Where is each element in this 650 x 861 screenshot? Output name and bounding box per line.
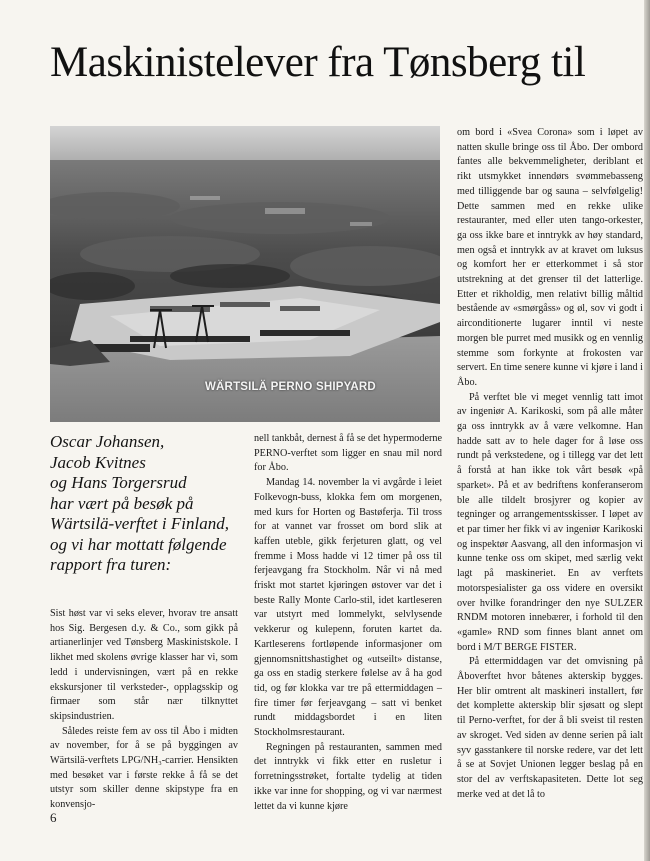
paragraph: Således reiste fem av oss til Åbo i midten av november, for å se på byggingen av Wärtsilä-verftets LPG/NH₃-carrier. Hensikten med besøket var i første rekke å få se det utstyr som skiller denne skipstype fra en konvensjo- <box>50 725 238 811</box>
article-intro <box>50 432 246 576</box>
paragraph: Mandag 14. november la vi avgårde i leiet Folkevogn-buss, klokka fem om morgenen, med kurs for Horten og Bastøferja. Til tross for at vannet var frosset om bord slik at kaffen uteble, gikk ferjeturen glatt, og vel fremme i Moss hadde vi 12 timer på oss til ferjeavgang fra Stockholm. Når vi nå med friskt mot startet kjøringen østover var det i beste Rally Monte Carlo-stil, idet kartleseren var utstyrt med lommelykt, selvlysende vekkerur og kulepenn, foruten kartet da. Kartleserens fortløpende informasjoner om gjennomsnittshastighet og «utseilt» distanse, ga oss en stadig sterkere følelse av å ha god tid, og før klokka var tre på ettermiddagen – fire timer før ferjeavgang – satt vi benket rundt middagsbordet i en liten Stockholmsrestaurant. <box>254 477 442 739</box>
shipyard-aerial-image <box>50 126 440 422</box>
intro-line: og Hans Torgersrud <box>50 473 187 492</box>
article-title: Maskinistelever fra Tønsberg til <box>50 39 586 86</box>
page-edge <box>644 0 650 861</box>
text-column-3 <box>457 126 643 802</box>
intro-line: Oscar Johansen, <box>50 432 165 451</box>
paragraph: Regningen på restauranten, sammen med det inntrykk vi fikk etter en rusletur i forretningsstrøket, fortalte tydelig at tiden ikke var inne for shopping, og vi var nærmest lettet da vi kunne kjøre <box>254 741 442 812</box>
text-column-2 <box>254 432 442 814</box>
photo-caption: WÄRTSILÄ PERNO SHIPYARD <box>205 381 376 393</box>
paragraph: På ettermiddagen var det omvisning på Åboverftet hvor båtenes akterskip bygges. Her blir omtrent alt maskineri installert, før det komplette akterskip blir sjøsatt og slept til Perno-verftet, for der å bli sveist til resten av skroget. Ved siden av denne serien på ialt syv gasstankere til norske redere, var det lett å se at Sovjet Unionen legger beslag på en stor del av verftskapasiteten. Dette lot seg merke ved at det lå to <box>457 656 643 800</box>
text-column-1 <box>50 607 238 813</box>
paragraph: Sist høst var vi seks elever, hvorav tre ansatt hos Sig. Bergesen d.y. & Co., som gikk på artianerlinjer ved Tønsberg Maskinistskole. I likhet med skolens øvrige klasser har vi, som ledd i undervisningen, vært på en rekke ekskursjoner til verksteder-, opplagsskip og firmaer som står nær tilknyttet skipsindustrien. <box>50 608 238 722</box>
paragraph: om bord i «Svea Corona» som i løpet av natten skulle bringe oss til Åbo. Der ombord fantes alle bekvemmeligheter, deriblant et rikt utsmykket innendørs svømmebasseng med tilliggende bar og sauna – selvfølgelig! Dette sammen med en rekke ulike restauranter, med eller uten tango-orkester, ga oss ikke bare et inntrykk av høy standard, men også et inntrykk av at kravet om luksus og komfort her er etterkommet i så stor utstrekning at det grenser til det latterlige. Etter et rikholdig, men relativt billig måltid bestående av «smørgåss» og øl, sov vi godt i airconditionerte lugarer inntil vi neste morgen ble purret med musikk og en vennlig stemme som forkynte at frokosten var servert. En time senere kunne vi kjøre i land i Åbo. <box>457 127 643 388</box>
shipyard-photo <box>50 126 440 422</box>
paragraph: På verftet ble vi meget vennlig tatt imot av ingeniør A. Karikoski, som på alle måter ga oss inntrykk av å være velkomne. Han hadde satt av to hele dager for å løse oss rundt på verkstedene, og i tillegg var det lett å forstå at han ikke tok vårt besøk «på sparket». På et av bedriftens konferanserom ble alle tildelt brosjyrer og kopier av tegninger og arrangementsskisser. I løpet av et par timer her fikk vi av ingeniør Karikoski og inspektør Aasvang, all den informasjon vi kunne tenke oss om skipet, med særlig vekt lagt på maskineriet. En av verftets motorspesialister ga oss videre en oversikt over hvilke forandringer den nye SULZER RNDM motoren innebærer, i forhold til den «gamle» RND som finnes blant annet om bord i M/T BERGE FISTER. <box>457 391 643 653</box>
page-number: 6 <box>50 810 57 825</box>
intro-line: Jacob Kvitnes <box>50 452 146 472</box>
intro-line: har vært på besøk på Wärtsilä-verftet i Finland, og vi har mottatt følgende rapport fra turen: <box>50 493 229 574</box>
paragraph: nell tankbåt, dernest å få se det hypermoderne PERNO-verftet som ligger en snau mil nord for Åbo. <box>254 433 442 474</box>
